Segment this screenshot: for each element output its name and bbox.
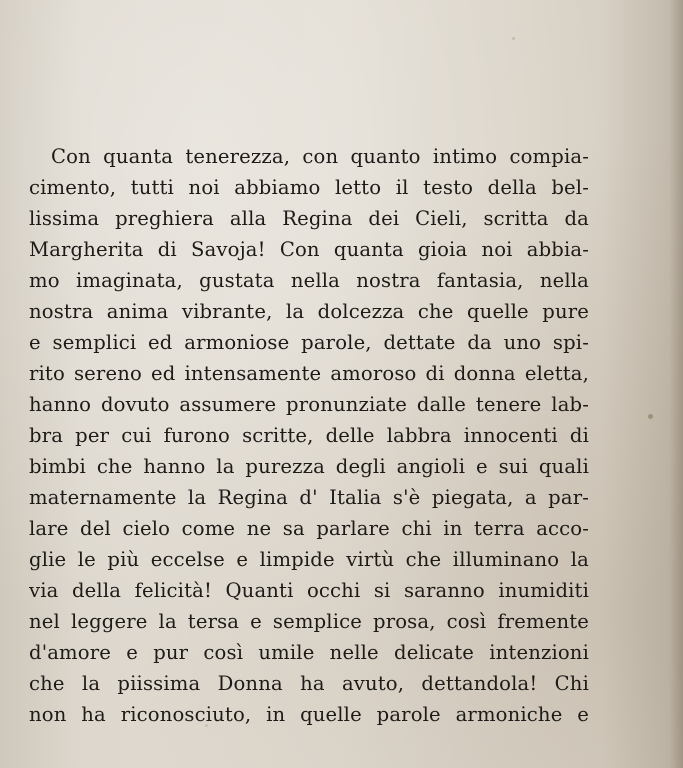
text-line: via della felicità! Quanti occhi si saranno inumiditi (29, 579, 589, 602)
text-line: cimento, tutti noi abbiamo letto il testo della bel- (29, 176, 589, 199)
text-line: non ha riconosciuto, in quelle parole armoniche e (29, 703, 589, 726)
text-line: hanno dovuto assumere pronunziate dalle tenere lab- (29, 393, 589, 416)
text-line: bra per cui furono scritte, delle labbra innocenti di (29, 424, 589, 447)
text-line: lissima preghiera alla Regina dei Cieli, scritta da (29, 207, 589, 230)
text-line: d'amore e pur così umile nelle delicate intenzioni (29, 641, 589, 664)
foxing-spot (648, 414, 653, 419)
text-line: rito sereno ed intensamente amoroso di donna eletta, (29, 362, 589, 385)
body-paragraph (29, 141, 589, 730)
text-line: e semplici ed armoniose parole, dettate da uno spi- (29, 331, 589, 354)
text-line: nostra anima vibrante, la dolcezza che quelle pure (29, 300, 589, 323)
foxing-spot (512, 37, 515, 40)
text-line: che la piissima Donna ha avuto, dettandola! Chi (29, 672, 589, 695)
text-line: Margherita di Savoja! Con quanta gioia noi abbia- (29, 238, 589, 261)
text-line: bimbi che hanno la purezza degli angioli e sui quali (29, 455, 589, 478)
text-line: maternamente la Regina d' Italia s'è piegata, a par- (29, 486, 589, 509)
text-line: lare del cielo come ne sa parlare chi in terra acco- (29, 517, 589, 540)
text-line: Con quanta tenerezza, con quanto intimo compia- (51, 145, 589, 168)
text-line: mo imaginata, gustata nella nostra fantasia, nella (29, 269, 589, 292)
text-line: glie le più eccelse e limpide virtù che illuminano la (29, 548, 589, 571)
text-line: nel leggere la tersa e semplice prosa, così fremente (29, 610, 589, 633)
